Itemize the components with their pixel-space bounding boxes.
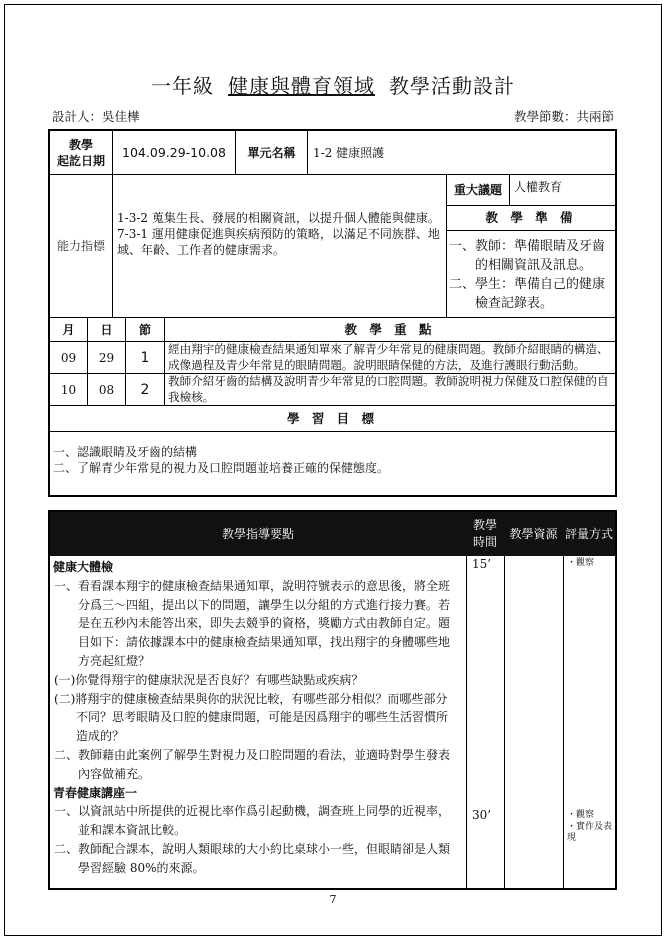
- col-assessment: 評量方式: [564, 526, 613, 541]
- row2-period: 2: [126, 374, 165, 406]
- content-line: 是在五秒內未能答出來，即失去競爭的資格，獎勵方式由教師自定。題: [78, 616, 451, 631]
- time-1: 15’: [472, 557, 492, 571]
- content-line: 造成的？: [76, 729, 125, 744]
- designer-label: 設計人：吳佳樺: [52, 109, 140, 124]
- content-line: 二、教師配合課本，說明人類眼球的大小約比桌球小一些，但眼睛卻是人類: [54, 841, 451, 856]
- title-suffix: 教學活動設計: [389, 74, 515, 98]
- activity-header: [50, 512, 615, 556]
- content-line: 一、以資訊站中所提供的近視比率作爲引起動機，調查班上同學的近視率，: [54, 804, 451, 819]
- row1-month: 09: [50, 342, 88, 374]
- column-divider: [563, 556, 564, 888]
- col-focus: 教 學 重 點: [165, 318, 615, 342]
- col-day: 日: [88, 318, 126, 342]
- row2-day: 08: [88, 374, 126, 406]
- content-line: 目如下：請依據課本中的健康檢查結果通知單，找出翔宇的身體哪些地: [78, 635, 451, 650]
- row2-month: 10: [50, 374, 88, 406]
- ability-cell: [113, 175, 447, 318]
- col-month: 月: [50, 318, 88, 342]
- content-line: 內容做補充。: [78, 766, 151, 781]
- prep-line: 的相關資訊及訊息。: [475, 258, 593, 273]
- unit-label: 單元名稱: [236, 131, 308, 175]
- goals-label: 學 習 目 標: [50, 406, 615, 432]
- time-2: 30’: [472, 808, 492, 822]
- content-line: 學習經驗 80%的來源。: [78, 860, 205, 875]
- prep-cell: [447, 231, 615, 318]
- prep-label: 教 學 準 備: [447, 206, 615, 231]
- major-issue-label: 重大議題: [447, 175, 510, 206]
- major-issue-value: 人權教育: [510, 175, 615, 206]
- page-number: 7: [329, 893, 337, 906]
- row1-period: 1: [126, 342, 165, 374]
- column-divider: [466, 556, 467, 888]
- col-points: 教學指導要點: [221, 526, 294, 541]
- goal-item: 一、認識眼睛及牙齒的結構: [53, 445, 198, 459]
- col-resources: 教學資源: [509, 526, 558, 541]
- lesson-info-table: [48, 129, 617, 497]
- ability-line: 7-3-1 運用健康促進與疾病預防的策略，以滿足不同族群、地: [117, 227, 440, 241]
- goals-list: [50, 444, 615, 476]
- ability-line: 1-3-2 蒐集生長、發展的相關資訊，以提升個人體能與健康。: [117, 211, 440, 225]
- assessment-1: ・觀察: [567, 558, 595, 568]
- activity-table: [48, 510, 617, 890]
- column-divider: [504, 556, 505, 888]
- page-title: [0, 70, 666, 99]
- prep-line: 一、教師：準備眼睛及牙齒: [449, 239, 606, 254]
- section-heading-2: 青春健康講座一: [53, 785, 138, 800]
- ability-line: 域、年齡、工作者的健康需求。: [117, 243, 286, 257]
- prep-line: 二、學生：準備自己的健康: [449, 277, 606, 292]
- assessment-2b: ・實作及表現: [567, 822, 613, 843]
- date-value: 104.09.29-10.08: [113, 131, 236, 175]
- content-line: 二、教師藉由此案例了解學生對視力及口腔問題的看法，並適時對學生發表: [54, 747, 451, 762]
- content-line: 分爲三～四組，提出以下的問題，讓學生以分組的方式進行接力賽。若: [78, 597, 451, 612]
- unit-value: 1-2 健康照護: [308, 131, 615, 175]
- prep-line: 檢查記錄表。: [475, 296, 554, 311]
- content-line: (二)將翔宇的健康檢查結果與你的狀況比較，有哪些部分相似？而哪些部分: [54, 691, 448, 706]
- sessions-label: 教學節數：共兩節: [513, 109, 614, 124]
- row2-focus: 教師介紹牙齒的結構及說明青少年常見的口腔問題。教師說明視力保健及口腔保健的自我檢核。: [165, 374, 615, 406]
- assessment-2a: ・觀察: [567, 810, 595, 820]
- content-line: 方亮起紅燈？: [78, 653, 151, 668]
- content-line: 不同？思考眼睛及口腔的健康問題，可能是因爲翔宇的哪些生活習慣所: [76, 710, 449, 725]
- content-line: 並和課本資訊比較。: [78, 823, 187, 838]
- col-period: 節: [126, 318, 165, 342]
- title-grade: 一年級: [151, 74, 214, 98]
- activity-content: [50, 558, 466, 878]
- ability-label: 能力指標: [50, 175, 113, 318]
- section-heading-1: 健康大體檢: [53, 560, 114, 574]
- content-line: (一)你覺得翔宇的健康狀況是否良好？有哪些缺點或疾病？: [54, 672, 364, 687]
- row1-focus: 經由翔宇的健康檢查結果通知單來了解青少年常見的健康問題。教師介紹眼睛的構造、成像過程及青少年常見的眼睛問題。說明眼睛保健的方法，及進行護眼行動活動。: [165, 342, 615, 374]
- row1-day: 29: [88, 342, 126, 374]
- goal-item: 二、了解青少年常見的視力及口腔問題並培養正確的保健態度。: [53, 461, 390, 475]
- col-time: 教學 時間: [472, 518, 497, 549]
- date-label: 教學 起訖日期: [50, 131, 113, 175]
- content-line: 一、看看課本翔宇的健康檢查結果通知單，說明符號表示的意思後，將全班: [54, 578, 451, 593]
- title-domain: 健康與體育領域: [228, 74, 375, 98]
